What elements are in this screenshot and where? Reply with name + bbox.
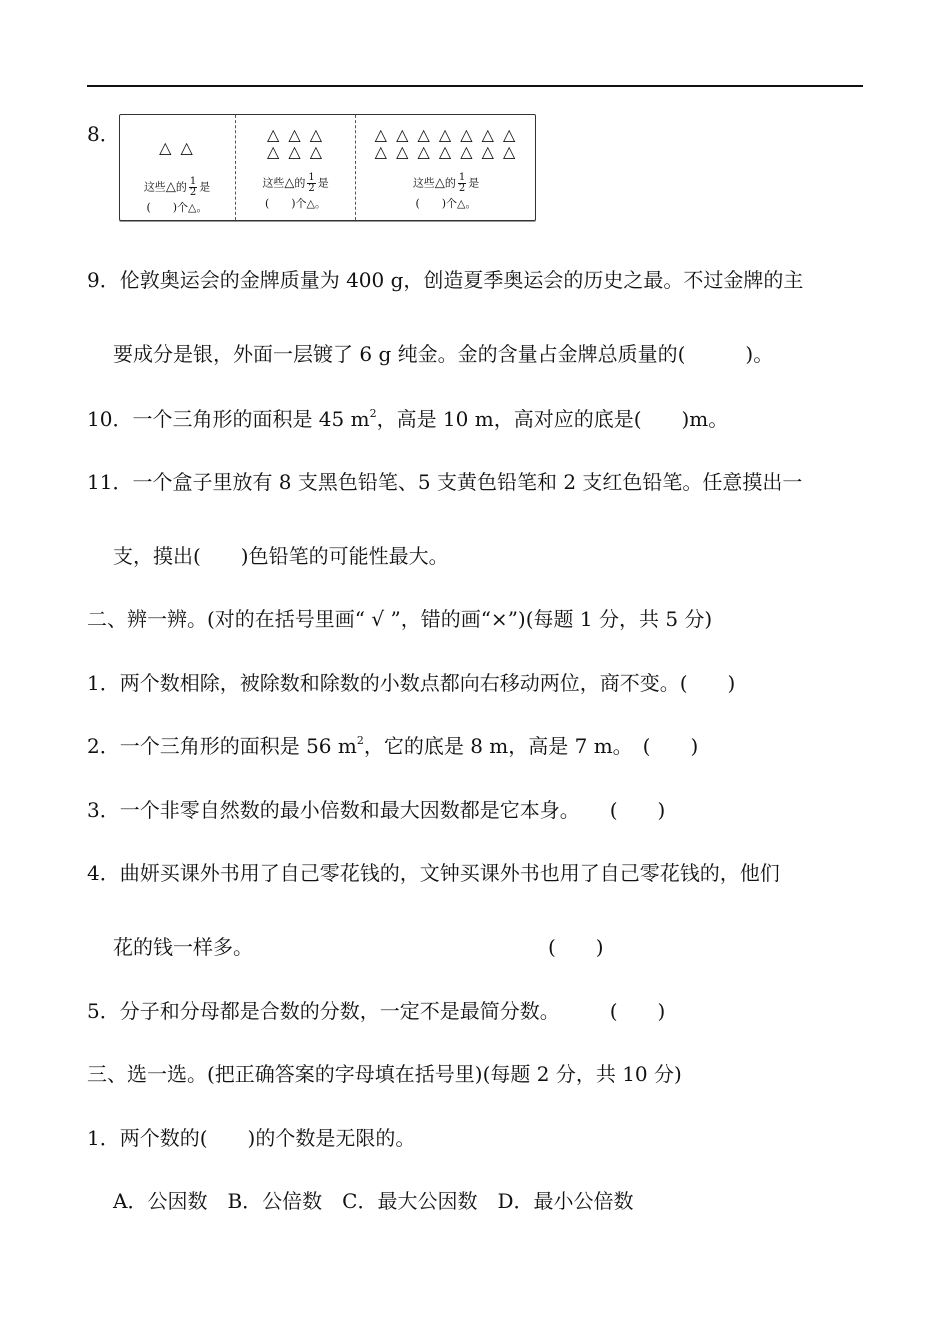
q8-caption: 这些△的 $\frac{1}{2}$ 是 (262, 172, 329, 194)
section-3-heading: 三、选一选。(把正确答案的字母填在括号里)(每题 2 分，共 10 分) (87, 1062, 682, 1086)
s2-item-5: 5．分子和分母都是合数的分数，一定不是最简分数。 ( ) (87, 999, 666, 1023)
q10-line: 10．一个三角形的面积是 45 $m^2$，高是 10 m，高对应的底是( )m。 (87, 407, 729, 431)
s2-item-4-line-1: 4．曲妍买课外书用了自己零花钱的，文钟买课外书也用了自己零花钱的，他们 (87, 861, 780, 885)
s2-item-4-paren[interactable]: ( ) (548, 935, 604, 959)
s3-question-1-options: A．公因数 B．公倍数 C．最大公因数 D．最小公倍数 (113, 1189, 634, 1213)
s2-item-4-line-2: 花的钱一样多。 (113, 935, 253, 959)
triangle-row: △ △ △ (266, 142, 325, 161)
q8-caption: 这些△的 $\frac{1}{2}$ 是 (143, 176, 211, 198)
q8-cell-1 (120, 115, 234, 220)
header-rule (87, 85, 863, 87)
answer-blank[interactable]: ( )个△。 (415, 197, 477, 210)
s2-item-1: 1．两个数相除，被除数和除数的小数点都向右移动两位，商不变。( ) (87, 671, 736, 695)
q11-line-2: 支，摸出( )色铅笔的可能性最大。 (113, 544, 449, 568)
s3-question-1: 1．两个数的( )的个数是无限的。 (87, 1126, 416, 1150)
s2-item-2: 2．一个三角形的面积是 56 $m^2$，它的底是 8 m，高是 7 m。 ( ) (87, 734, 699, 758)
q9-line-2: 要成分是银，外面一层镀了 6 g 纯金。金的含量占金牌总质量的( )。 (113, 342, 774, 366)
q9-line-1: 9．伦敦奥运会的金牌质量为 400 g，创造夏季奥运会的历史之最。不过金牌的主 (87, 268, 804, 292)
triangle-row: △ △ △ △ △ △ △ (374, 125, 518, 144)
section-2-heading: 二、辨一辨。(对的在括号里画“ √ ”，错的画“×”)(每题 1 分，共 5 分) (87, 607, 713, 631)
triangle-icon: △ (165, 179, 176, 195)
q8-figure-box (119, 114, 536, 221)
triangle-icon: △ (284, 175, 295, 191)
answer-blank[interactable]: ( )个△。 (264, 197, 327, 210)
fraction-half: $\frac{1}{2}$ (308, 172, 315, 194)
q8-number: 8． (87, 122, 120, 146)
fraction-half: $\frac{1}{2}$ (458, 172, 466, 194)
triangle-icon: △ (434, 175, 445, 191)
triangle-row: △ △ (159, 137, 195, 157)
triangle-row: △ △ △ △ △ △ △ (374, 142, 518, 161)
answer-blank[interactable]: ( )个△。 (146, 201, 208, 214)
q8-cell-2 (235, 115, 355, 220)
triangle-row: △ △ △ (266, 125, 325, 144)
q11-line-1: 11．一个盒子里放有 8 支黑色铅笔、5 支黄色铅笔和 2 支红色铅笔。任意摸出一 (87, 470, 803, 494)
fraction-half: $\frac{1}{2}$ (189, 176, 197, 198)
q8-caption: 这些△的 $\frac{1}{2}$ 是 (412, 172, 480, 194)
q8-cell-3 (355, 115, 536, 220)
s2-item-3: 3．一个非零自然数的最小倍数和最大因数都是它本身。 ( ) (87, 798, 666, 822)
